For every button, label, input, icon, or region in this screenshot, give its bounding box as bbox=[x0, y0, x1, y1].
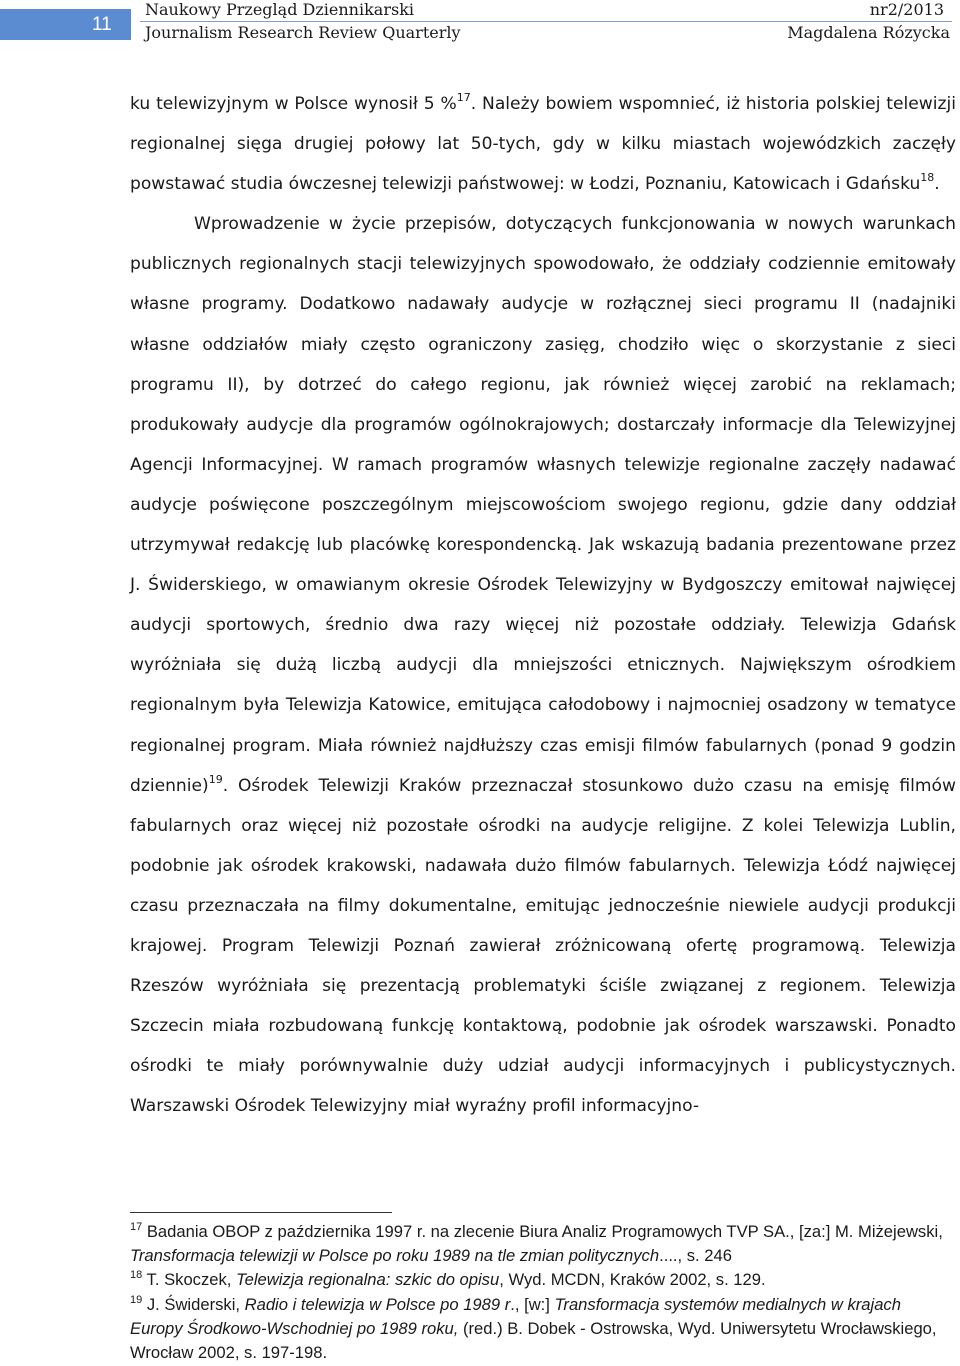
footnote-ref-17[interactable]: 17 bbox=[456, 91, 471, 104]
footnote-title: Radio i telewizja w Polsce po 1989 r bbox=[244, 1294, 511, 1314]
paragraph-1-text-b: . Należy bowiem wspomnieć, iż historia polskiej telewizji regionalnej sięga drugiej połowy lat 50-tych, gdy w kilku miastach wojewódzkich zaczęły powstawać studia ówczesnej telewizji państwowej: w Łodzi, Poznaniu, Katowicach i Gdańsku bbox=[130, 94, 956, 195]
paragraph-2 bbox=[130, 204, 956, 1126]
paragraph-2-text-b: . Ośrodek Telewizji Kraków przeznaczał stosunkowo dużo czasu na emisję filmów fabularnych oraz więcej niż pozostałe ośrodki na audycje religijne. Z kolei Telewizja Lublin, podobnie jak ośrodek krakowski, nadawała dużo filmów fabularnych. Telewizja Łódź najwięcej czasu przeznaczała na filmy dokumentalne, emitując jednocześnie niewiele audycji produkcji krajowej. Program Telewizji Poznań zawierał zróżnicowaną ofertę programową. Telewizja Rzeszów wyróżniała się prezentacją problematyki ściśle związanej z regionem. Telewizja Szczecin miała rozbudowaną funkcję kontaktową, podobnie jak ośrodek warszawski. Ponadto ośrodki te miały porównywalnie duży udział audycji informacyjnych i publicystycznych. Warszawski Ośrodek Telewizyjny miał wyraźny profil informacyjno- bbox=[130, 775, 956, 1117]
paragraph-1-text-a: ku telewizyjnym w Polsce wynosił 5 % bbox=[130, 94, 457, 114]
footnote-title: Transformacja telewizji w Polsce po roku 1989 na tle zmian politycznych bbox=[130, 1246, 660, 1266]
footnote-ref-19[interactable]: 19 bbox=[208, 772, 223, 786]
footnote-ref-18[interactable]: 18 bbox=[920, 171, 935, 185]
issue-number: nr2/2013 bbox=[869, 0, 944, 19]
footnote-number: 18 bbox=[130, 1269, 143, 1282]
footnote-separator bbox=[130, 1212, 392, 1213]
footnote-text: T. Skoczek, bbox=[142, 1270, 237, 1290]
running-header bbox=[0, 0, 960, 48]
article-author: Magdalena Rózycka bbox=[787, 23, 950, 42]
footnotes bbox=[130, 1220, 956, 1365]
paragraph-1-text-c: . bbox=[934, 174, 940, 195]
footnote-text: ., [w:] bbox=[510, 1294, 555, 1314]
article-body bbox=[130, 84, 956, 1126]
footnote-text: J. Świderski, bbox=[142, 1294, 245, 1314]
footnote-text: , Wyd. MCDN, Kraków 2002, s. 129. bbox=[499, 1270, 766, 1290]
page-number-badge: 11 bbox=[0, 9, 131, 40]
journal-title-polish: Naukowy Przegląd Dziennikarski bbox=[145, 0, 415, 19]
footnote-19 bbox=[130, 1293, 956, 1366]
paragraph-2-text-a: Wprowadzenie w życie przepisów, dotyczących funkcjonowania w nowych warunkach publicznych regionalnych stacji telewizyjnych spowodowało, że oddziały codziennie emitowały własne programy. Dodatkowo nadawały audycje w rozłącznej sieci programu II (nadajniki własne oddziałów miały często ograniczony zasięg, chodziło więc o skorzystanie z sieci programu II), by dotrzeć do całego regionu, jak również więcej zarobić na reklamach; produkowały audycje dla programów ogólnokrajowych; dostarczały informacje dla Telewizyjnej Agencji Informacyjnej. W ramach programów własnych telewizje regionalne zaczęły nadawać audycje poświęcone poszczególnym miejscowościom swojego regionu, gdzie dany oddział utrzymywał redakcję lub placówkę korespondencką. Jak wskazują badania prezentowane przez J. Świderskiego, w omawianym okresie Ośrodek Telewizyjny w Bydgoszczy emitował najwięcej audycji sportowych, średnio dwa razy więcej niż pozostałe oddziały. Telewizja Gdańsk wyróżniała się dużą liczbą audycji dla mniejszości etnicznych. Największym ośrodkiem regionalnym była Telewizja Katowice, emitująca całodobowy i najmocniej osadzony w tematyce regionalnej program. Miała również najdłuższy czas emisji filmów fabularnych (ponad 9 godzin dziennie) bbox=[130, 214, 956, 796]
footnote-number: 17 bbox=[130, 1221, 143, 1233]
footnote-text: Badania OBOP z października 1997 r. na zlecenie Biura Analiz Programowych TVP SA., [za:] M. Miżejewski, bbox=[142, 1222, 943, 1241]
footnote-text: (red.) B. Dobek - Ostrowska, Wyd. Uniwersytetu Wrocławskiego, Wrocław 2002, s. 197-198. bbox=[130, 1318, 937, 1363]
footnote-title: Telewizja regionalna: szkic do opisu bbox=[236, 1270, 500, 1290]
paragraph-1 bbox=[130, 84, 956, 204]
footnote-text: ...., s. 246 bbox=[659, 1246, 732, 1266]
journal-title-english: Journalism Research Review Quarterly bbox=[145, 23, 461, 42]
header-rule bbox=[140, 21, 952, 22]
footnote-number: 19 bbox=[130, 1293, 143, 1306]
footnote-title: Transformacja systemów medialnych w krajach Europy Środkowo-Wschodniej po 1989 roku, bbox=[130, 1294, 901, 1338]
footnote-17 bbox=[130, 1220, 956, 1268]
footnote-18 bbox=[130, 1268, 956, 1292]
